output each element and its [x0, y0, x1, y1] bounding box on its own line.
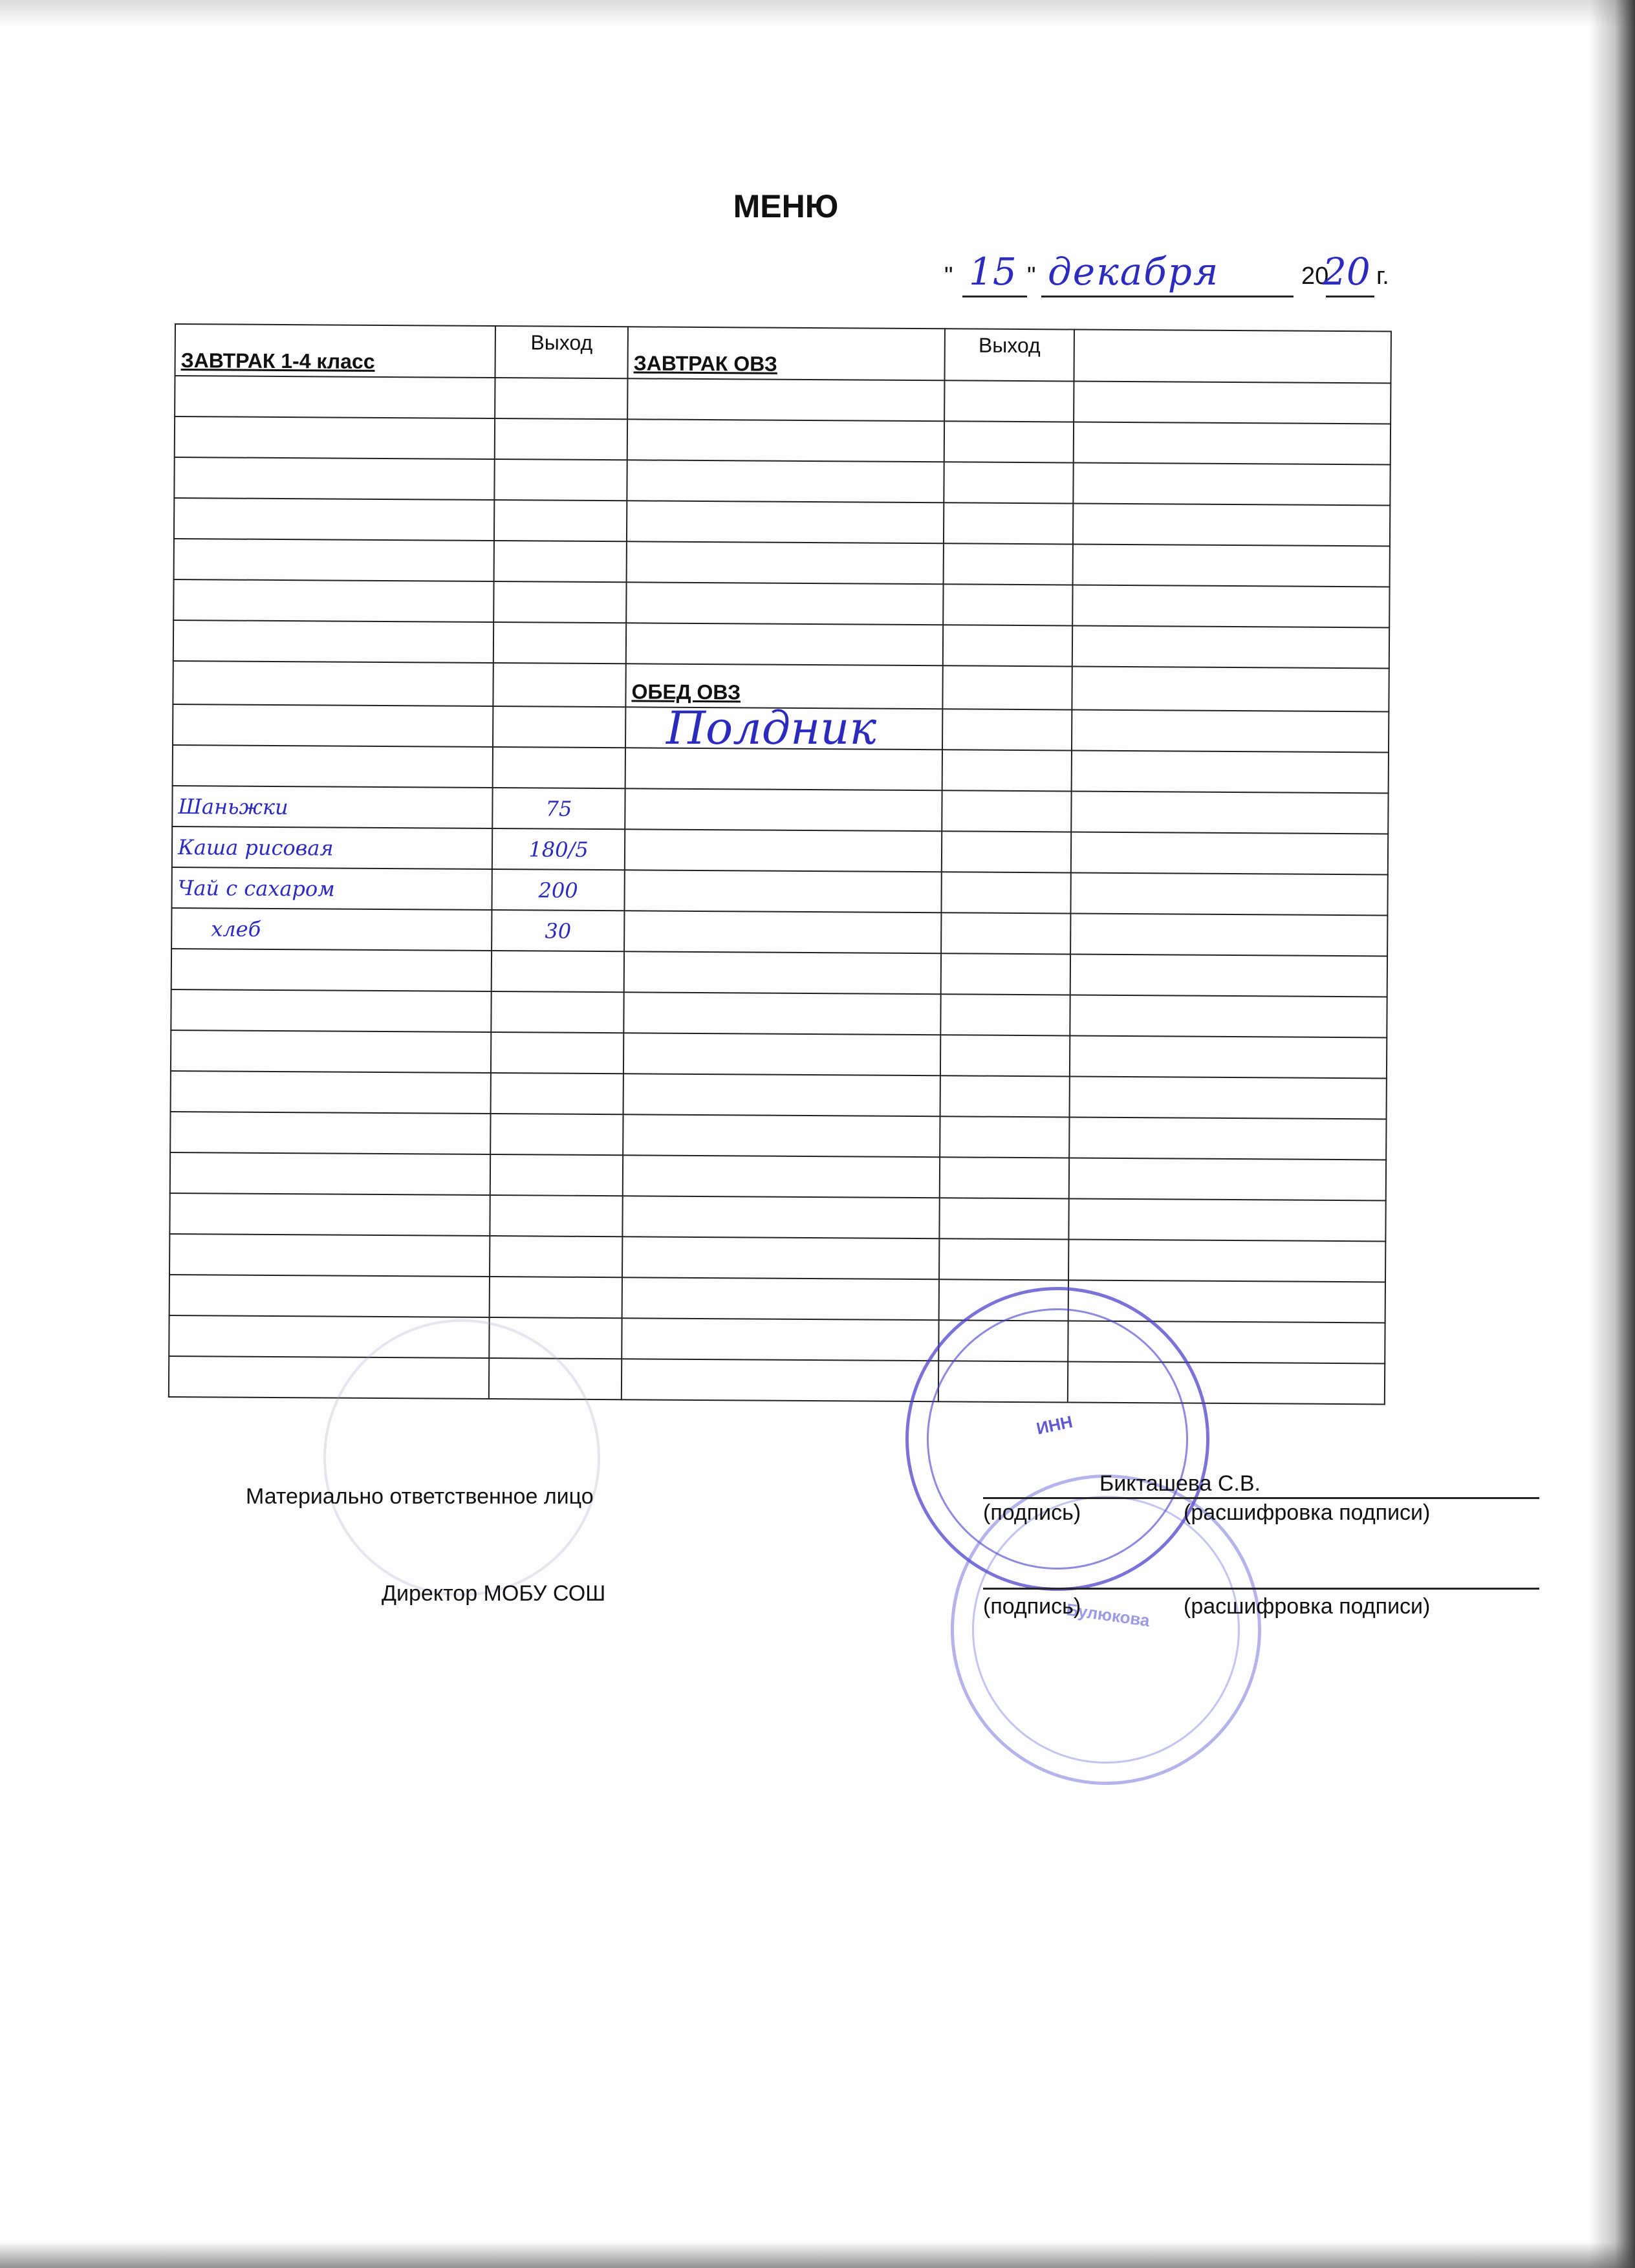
menu-table — [168, 323, 1392, 1405]
signature-line-1 — [983, 1497, 1539, 1499]
table-row — [173, 620, 1389, 668]
scan-shadow-right — [1590, 0, 1635, 2268]
header-output-2: Выход — [944, 329, 1074, 381]
section-lunch-ovz: ОБЕД ОВЗ — [625, 664, 942, 709]
table-row — [169, 1275, 1385, 1323]
date-year-prefix: 20 — [1301, 263, 1329, 290]
date-month-underline — [1041, 296, 1294, 297]
faint-stamp-left — [323, 1319, 600, 1596]
table-row — [169, 1193, 1385, 1241]
header-empty — [1074, 329, 1391, 383]
item-output: 180/5 — [492, 828, 625, 870]
table-row — [169, 1315, 1385, 1363]
item-name: Чай с сахаром — [171, 867, 492, 910]
date-quote-open: " — [944, 263, 953, 290]
item-name: Шаньжки — [172, 786, 492, 828]
handwritten-snack-label: Полдник — [666, 702, 877, 755]
table-row — [174, 539, 1390, 587]
header-breakfast-1-4: ЗАВТРАК 1-4 класс — [175, 324, 495, 378]
table-row-item — [171, 908, 1387, 956]
table-row — [174, 457, 1390, 505]
table-row — [173, 579, 1389, 627]
table-row — [171, 1071, 1387, 1119]
header-output-1: Выход — [495, 326, 627, 378]
item-name: хлеб — [171, 908, 492, 951]
item-output: 200 — [492, 869, 624, 911]
table-header-row — [175, 324, 1391, 383]
table-row-item — [172, 786, 1388, 834]
table-row — [171, 949, 1387, 997]
item-name: Каша рисовая — [172, 826, 492, 869]
table-row — [170, 1112, 1386, 1160]
signature-line-2 — [983, 1588, 1539, 1590]
signature-caption-2: (подпись) — [983, 1594, 1081, 1619]
table-row — [175, 376, 1391, 424]
table-row-item — [172, 826, 1388, 874]
item-output: 30 — [492, 910, 624, 951]
date-year-underline — [1326, 296, 1374, 297]
date-year: 20 — [1323, 250, 1370, 294]
signature-caption-1: (подпись) — [983, 1500, 1081, 1525]
table-row-item — [171, 867, 1387, 915]
decode-caption-1: (расшифровка подписи) — [1184, 1500, 1431, 1525]
responsible-person-label: Материально ответственное лицо — [246, 1484, 594, 1509]
stamp-center-text: Булюкова — [1065, 1599, 1151, 1631]
table-row — [171, 1030, 1387, 1078]
scan-shadow-bottom — [0, 2242, 1635, 2268]
document-title: МЕНЮ — [733, 188, 839, 224]
date-quote-close: " — [1027, 263, 1036, 290]
table-row — [174, 498, 1390, 546]
table-row — [175, 416, 1391, 464]
table-row — [170, 1152, 1386, 1200]
director-label: Директор МОБУ СОШ — [382, 1581, 606, 1606]
date-line — [931, 250, 1403, 304]
date-day-underline — [962, 296, 1027, 297]
item-output: 75 — [492, 788, 625, 829]
scan-shadow-top — [0, 0, 1635, 26]
date-year-mark: г. — [1376, 263, 1389, 290]
date-day: 15 — [969, 250, 1017, 294]
date-month: декабря — [1048, 250, 1220, 294]
table-row — [171, 989, 1387, 1037]
stamp-center-text: ИНН — [1034, 1412, 1075, 1439]
decode-caption-2: (расшифровка подписи) — [1184, 1594, 1431, 1619]
table-row — [169, 1234, 1385, 1282]
responsible-person-name: Бикташева С.В. — [1099, 1471, 1261, 1496]
header-breakfast-ovz: ЗАВТРАК ОВЗ — [627, 327, 944, 380]
